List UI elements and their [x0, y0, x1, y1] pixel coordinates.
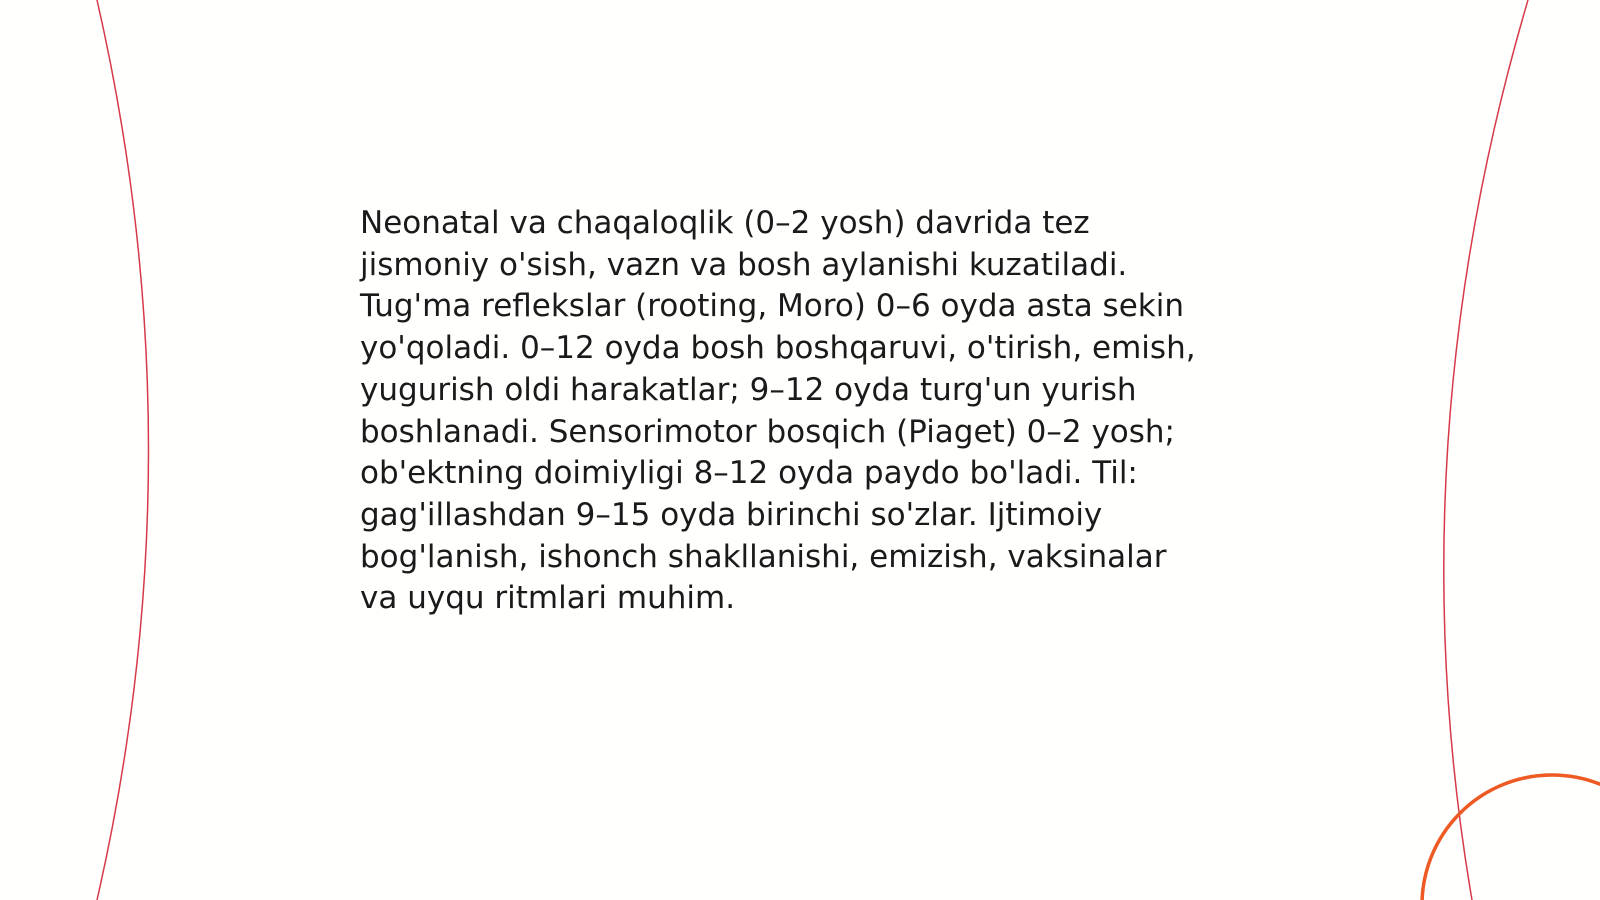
left-curve-line — [97, 0, 149, 900]
corner-circle-accent — [1422, 775, 1600, 900]
slide-body-text: Neonatal va chaqaloqlik (0–2 yosh) davrida tez jismoniy o'sish, vazn va bosh aylanishi kuzatiladi. Tug'ma reflekslar (rooting, Moro) 0–6 oyda asta sekin yo'qoladi. 0–12 oyda bosh boshqaruvi, o'tirish, emish, yugurish oldi harakatlar; 9–12 oyda turg'un yurish boshlanadi. Sensorimotor bosqich (Piaget) 0–2 yosh; ob'ektning doimiyligi 8–12 oyda paydo bo'ladi. Til: gag'illashdan 9–15 oyda birinchi so'zlar. Ijtimoiy bog'lanish, ishonch shakllanishi, emizish, vaksinalar va uyqu ritmlari muhim. — [360, 205, 1196, 617]
right-curve-line — [1444, 0, 1528, 900]
